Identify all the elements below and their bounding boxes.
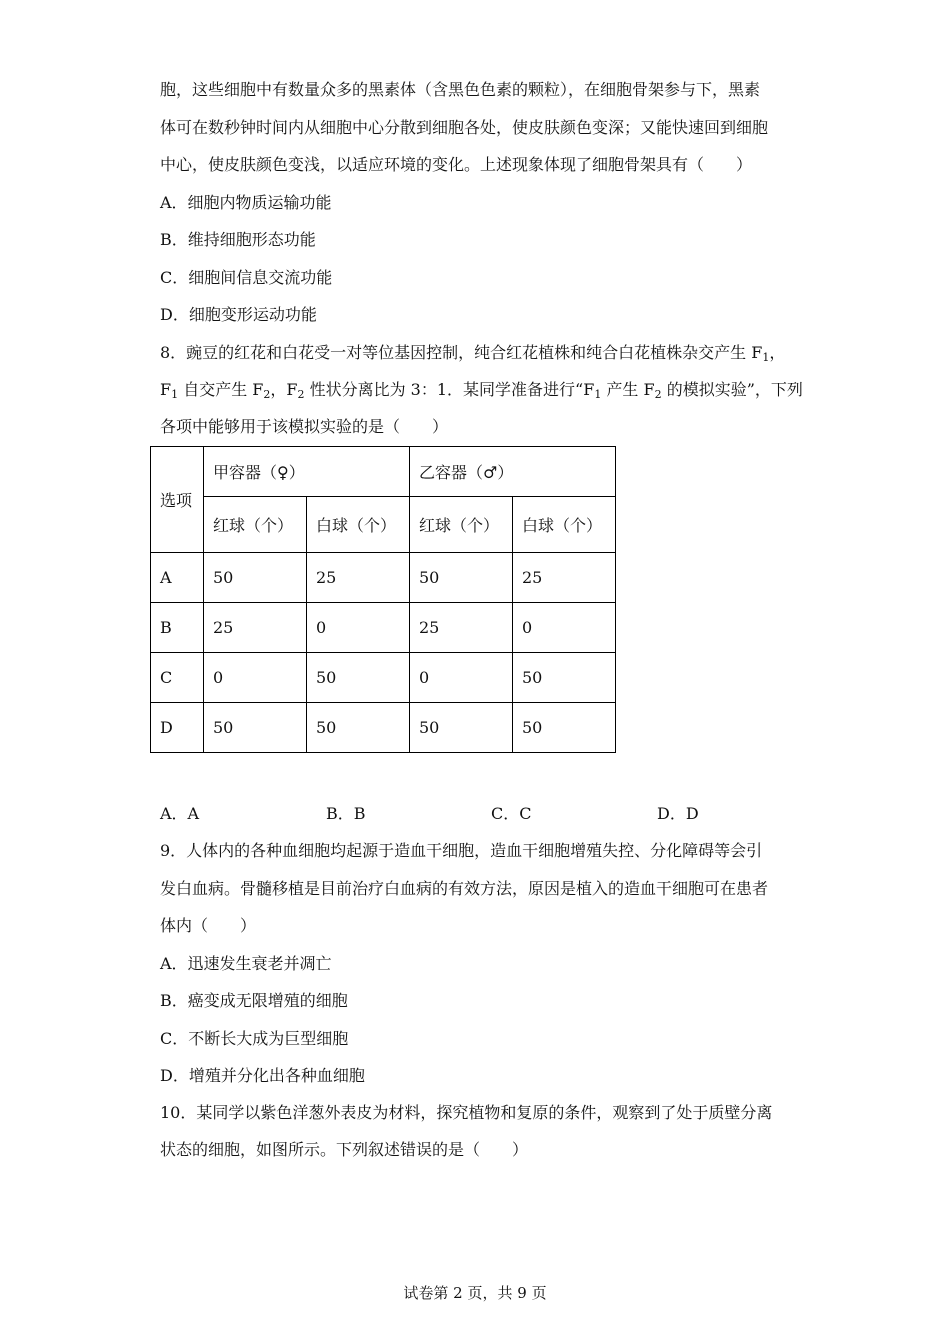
table-cell: 50: [307, 653, 410, 703]
q9-option-c: C．不断长大成为巨型细胞: [160, 1029, 349, 1048]
q8-stem-line-3: 各项中能够用于该模拟实验的是（ ）: [160, 417, 449, 436]
q9-option-b: B．癌变成无限增殖的细胞: [160, 991, 348, 1010]
q8-answer-d: D．D: [657, 804, 699, 823]
table-cell: 50: [513, 703, 616, 753]
table-cell: 50: [307, 703, 410, 753]
q8-answer-c: C．C: [491, 804, 532, 823]
table-header-container-female: 甲容器（♀）: [204, 447, 410, 497]
table-cell: 0: [513, 603, 616, 653]
table-cell: 25: [410, 603, 513, 653]
table-row-label: B: [151, 603, 204, 653]
table-subheader: 红球（个）: [410, 497, 513, 553]
q7-stem-line-3: 中心，使皮肤颜色变浅，以适应环境的变化。上述现象体现了细胞骨架具有（ ）: [160, 155, 753, 174]
table-subheader: 白球（个）: [307, 497, 410, 553]
q10-stem-line-1: 10．某同学以紫色洋葱外表皮为材料，探究植物和复原的条件，观察到了处于质壁分离: [160, 1103, 773, 1122]
table-row-label: D: [151, 703, 204, 753]
q9-stem-line-1: 9．人体内的各种血细胞均起源于造血干细胞，造血干细胞增殖失控、分化障碍等会引: [160, 841, 763, 860]
table-header-container-male: 乙容器（♂）: [410, 447, 616, 497]
table-cell: 50: [204, 703, 307, 753]
table-cell: 50: [204, 553, 307, 603]
q8-stem-line-2: $F_1$ 自交产生 $F_2$，$F_2$ 性状分离比为 3：1．某同学准备进行“$F_1$ 产生 $F_2$ 的模拟实验”，下列: [160, 380, 803, 401]
q9-option-a: A．迅速发生衰老并凋亡: [160, 954, 332, 973]
table-cell: 50: [513, 653, 616, 703]
table-row: [151, 553, 616, 603]
table-cell: 25: [513, 553, 616, 603]
q7-stem-line-1: 胞，这些细胞中有数量众多的黑素体（含黑色色素的颗粒），在细胞骨架参与下，黑素: [160, 80, 761, 99]
q8-answer-b: B．B: [326, 804, 366, 823]
q7-option-b: B．维持细胞形态功能: [160, 230, 316, 249]
q9-stem-line-2: 发白血病。骨髓移植是目前治疗白血病的有效方法，原因是植入的造血干细胞可在患者: [160, 879, 769, 898]
table-row: [151, 703, 616, 753]
table-cell: 25: [204, 603, 307, 653]
table-header-option: 选项: [151, 447, 204, 553]
table-cell: 25: [307, 553, 410, 603]
q10-stem-line-2: 状态的细胞，如图所示。下列叙述错误的是（ ）: [160, 1140, 529, 1159]
table-cell: 0: [204, 653, 307, 703]
table-cell: 0: [307, 603, 410, 653]
table-cell: 50: [410, 703, 513, 753]
table-row-label: C: [151, 653, 204, 703]
table-row: [151, 653, 616, 703]
q7-stem-line-2: 体可在数秒钟时间内从细胞中心分散到细胞各处，使皮肤颜色变深；又能快速回到细胞: [160, 118, 769, 137]
q8-answer-a: A．A: [160, 804, 200, 823]
table-row: [151, 603, 616, 653]
q9-stem-line-3: 体内（ ）: [160, 916, 257, 935]
q9-option-d: D．增殖并分化出各种血细胞: [160, 1066, 365, 1085]
q8-table: [150, 446, 616, 753]
page-footer: 试卷第 2 页，共 9 页: [403, 1284, 547, 1302]
q8-stem-line-1: 8．豌豆的红花和白花受一对等位基因控制，纯合红花植株和纯合白花植株杂交产生 $F_1$，: [160, 343, 786, 364]
table-cell: 0: [410, 653, 513, 703]
table-subheader: 白球（个）: [513, 497, 616, 553]
table-cell: 50: [410, 553, 513, 603]
table-row-label: A: [151, 553, 204, 603]
q7-option-c: C．细胞间信息交流功能: [160, 268, 333, 287]
table-subheader: 红球（个）: [204, 497, 307, 553]
q7-option-d: D．细胞变形运动功能: [160, 305, 317, 324]
q7-option-a: A．细胞内物质运输功能: [160, 193, 332, 212]
